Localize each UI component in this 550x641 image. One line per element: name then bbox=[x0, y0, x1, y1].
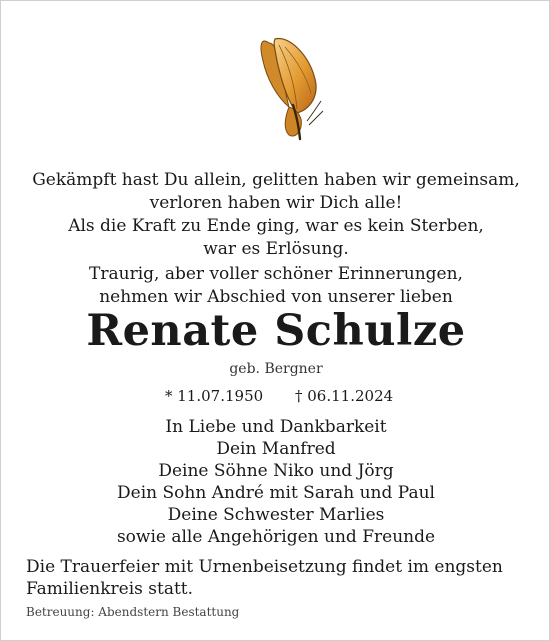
butterfly-icon bbox=[259, 35, 325, 147]
verse-line: verloren haben wir Dich alle! bbox=[149, 193, 403, 213]
funeral-home-credit: Betreuung: Abendstern Bestattung bbox=[26, 605, 240, 619]
mourner-line: In Liebe und Dankbarkeit bbox=[165, 417, 387, 437]
birth-date: * 11.07.1950 bbox=[165, 387, 264, 405]
maiden-name: geb. Bergner bbox=[229, 361, 323, 377]
verse-line: war es Erlösung. bbox=[203, 239, 349, 259]
intro-text bbox=[1, 263, 550, 309]
mourner-line: Deine Schwester Marlies bbox=[167, 505, 385, 525]
verse bbox=[1, 169, 550, 261]
intro-line: Traurig, aber voller schöner Erinnerungen, bbox=[89, 264, 463, 284]
deceased-name: Renate Schulze bbox=[86, 306, 466, 356]
funeral-service-note bbox=[26, 556, 526, 600]
mourner-line: sowie alle Angehörigen und Freunde bbox=[116, 527, 436, 547]
mourners-list bbox=[1, 416, 550, 548]
death-date: † 06.11.2024 bbox=[295, 387, 394, 405]
mourner-line: Dein Sohn André mit Sarah und Paul bbox=[117, 483, 435, 503]
intro-line: nehmen wir Abschied von unserer lieben bbox=[99, 287, 453, 307]
mourner-line: Deine Söhne Niko und Jörg bbox=[158, 461, 394, 481]
verse-line: Als die Kraft zu Ende ging, war es kein Sterben, bbox=[68, 216, 484, 236]
service-line: Die Trauerfeier mit Urnenbeisetzung findet im engsten bbox=[26, 557, 503, 577]
mourner-line: Dein Manfred bbox=[216, 439, 336, 459]
service-line: Familienkreis statt. bbox=[26, 579, 194, 599]
verse-line: Gekämpft hast Du allein, gelitten haben wir gemeinsam, bbox=[32, 170, 520, 190]
